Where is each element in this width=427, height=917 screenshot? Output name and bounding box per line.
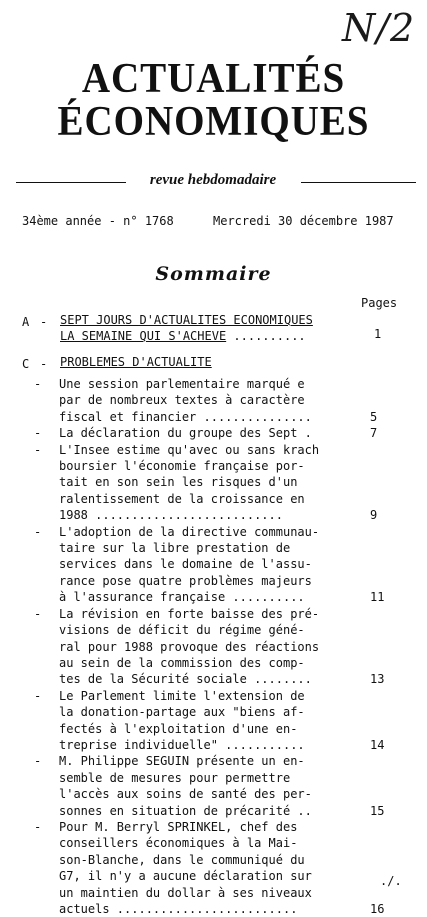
contents-item [30, 753, 390, 819]
section-c-letter: C [22, 357, 30, 371]
masthead-line-2: ÉCONOMIQUES [57, 99, 370, 145]
item-dash: - [34, 688, 42, 703]
item-dash: - [34, 606, 42, 621]
contents-item [30, 425, 390, 441]
item-dash: - [34, 524, 42, 539]
section-c-dash: - [40, 357, 48, 371]
item-text: La révision en forte baisse des pré- visions de déficit du régime géné- ral pour 1988 provoque des réactions au sein de la commission des comp- tes de la Sécurité sociale ........ [59, 606, 320, 687]
item-page: 9 [370, 508, 378, 523]
item-page: 5 [370, 409, 378, 424]
contents-item [30, 688, 390, 754]
pages-column-label: Pages [361, 296, 398, 310]
item-text: Une session parlementaire marqué e par de nombreux textes à caractère fiscal et financier ............... [59, 377, 312, 424]
item-dash: - [34, 442, 42, 457]
item-text: M. Philippe SEGUIN présente un en- semble de mesures pour permettre l'accès aux soins de santé des per- sonnes en situation de précarité .. [59, 754, 312, 818]
contents-item [30, 442, 390, 524]
issue-number: 34ème année - n° 1768 [22, 214, 174, 228]
issue-date: Mercredi 30 décembre 1987 [213, 214, 394, 228]
section-a-dash: - [40, 315, 48, 329]
item-text: Pour M. Berryl SPRINKEL, chef des conseillers économiques à la Mai- son-Blanche, dans le communiqué du G7, il n'y a aucune déclaration sur un maintien du dollar à ses niveaux actuels ......................... [59, 819, 312, 916]
item-dash: - [34, 819, 42, 834]
section-c-title [60, 354, 212, 370]
section-a-leader: .......... [233, 329, 306, 343]
item-page: 15 [370, 803, 385, 818]
item-dash: - [34, 754, 42, 769]
section-c-title-text: PROBLEMES D'ACTUALITE [60, 355, 212, 369]
item-dash: - [34, 377, 42, 391]
item-dash: - [34, 426, 42, 441]
section-a-title [60, 312, 313, 344]
item-text: Le Parlement limite l'extension de la donation-partage aux "biens af- fectés à l'exploitation d'une en- treprise individuelle" ........... [59, 688, 305, 752]
item-text: L'Insee estime qu'avec ou sans krach boursier l'économie française por- tait en son sein les risques d'un ralentissement de la croissance en 1988 .......................... [59, 442, 320, 523]
subtitle: revue hebdomadaire [149, 172, 277, 188]
contents-item [30, 376, 390, 425]
contents-item [30, 606, 390, 688]
handwritten-page-number: N/2 [342, 6, 416, 50]
item-text: L'adoption de la directive communau- taire sur la libre prestation de services dans le domaine de l'assu- rance pose quatre problèmes majeurs à l'assurance française .......... [59, 524, 320, 605]
contents-list [30, 376, 390, 917]
subtitle-rule-left [16, 182, 126, 183]
subtitle-rule-right [301, 182, 416, 183]
section-a-title-line-2: LA SEMAINE QUI S'ACHEVE [60, 329, 227, 343]
sommaire-heading: Sommaire [155, 263, 272, 285]
section-a-page: 1 [374, 327, 382, 341]
item-page: 14 [370, 737, 385, 752]
item-page: 7 [370, 426, 378, 441]
masthead [15, 58, 412, 144]
item-page: 11 [370, 590, 385, 605]
item-page: 16 [370, 902, 385, 916]
continuation-mark: ./. [380, 874, 402, 888]
subtitle-row [16, 172, 416, 192]
masthead-line-1: ACTUALITÉS [81, 56, 346, 102]
contents-item [30, 819, 390, 917]
section-a-title-line-1: SEPT JOURS D'ACTUALITES ECONOMIQUES [60, 313, 313, 327]
item-page: 13 [370, 672, 385, 687]
item-text: La déclaration du groupe des Sept . [59, 426, 312, 441]
section-a-letter: A [22, 315, 30, 329]
contents-item [30, 524, 390, 606]
